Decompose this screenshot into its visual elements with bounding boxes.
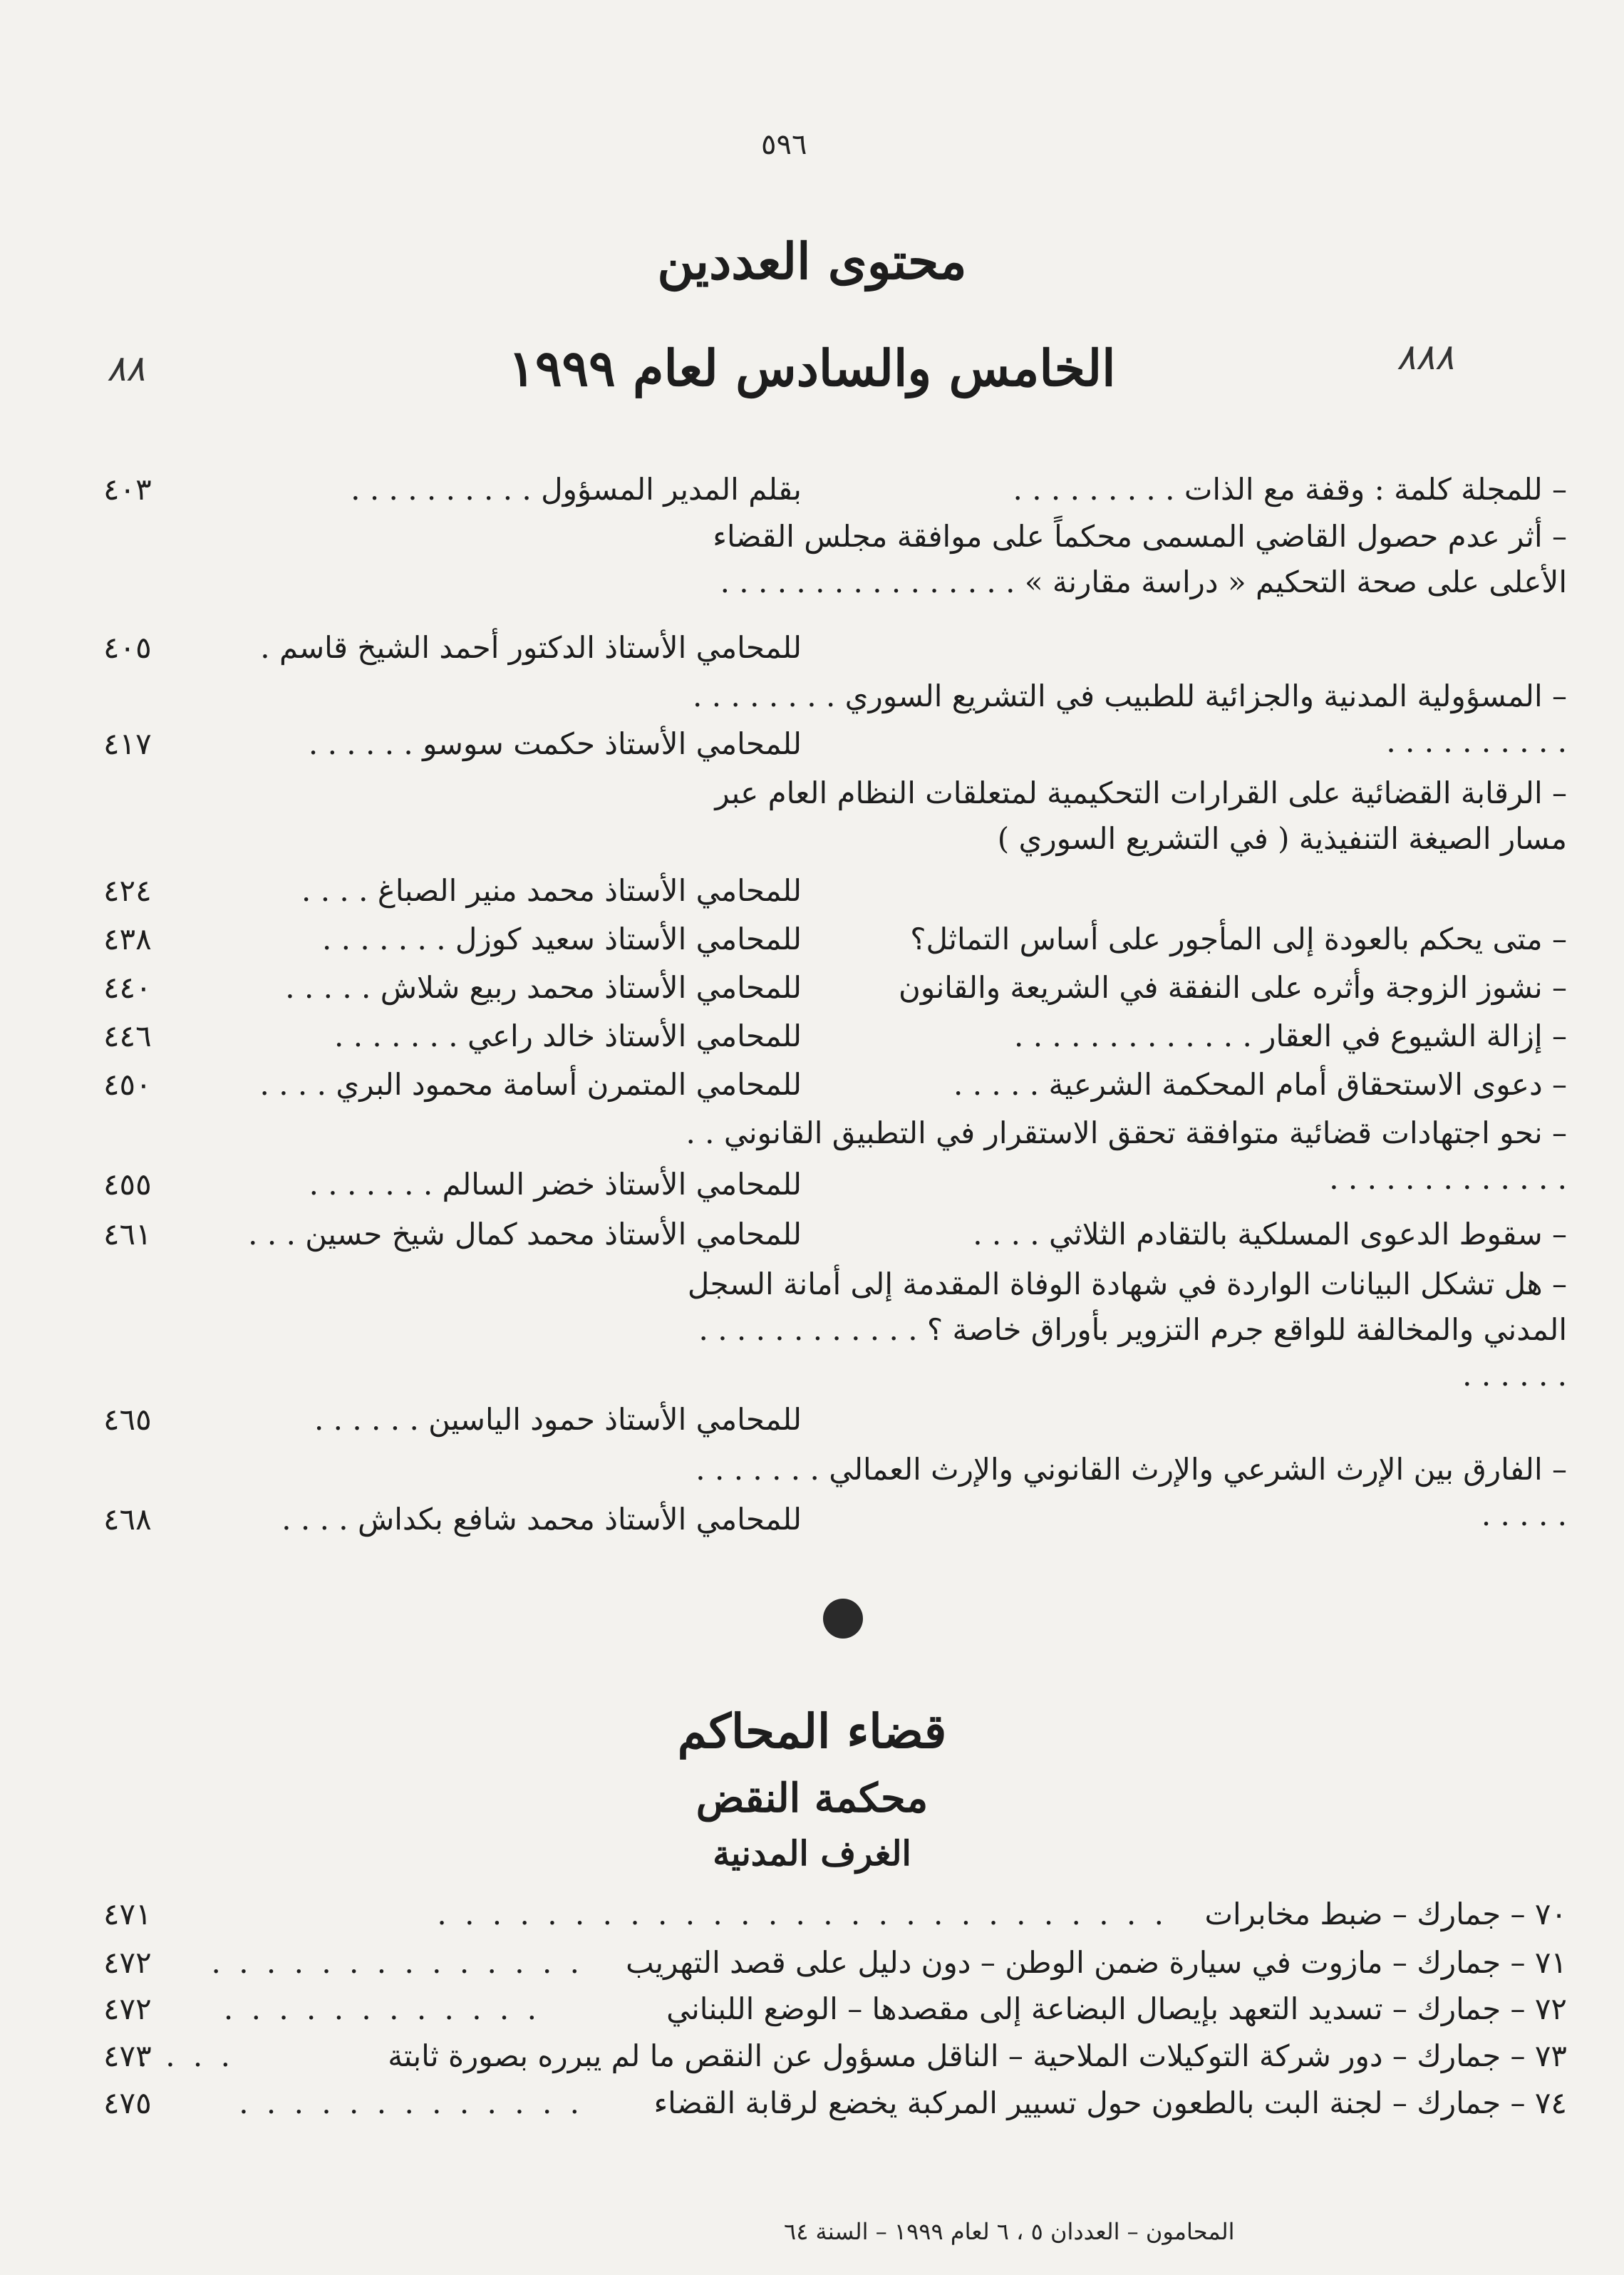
case-title: ٧٣ – جمارك – دور شركة التوكيلات الملاحية – الناقل مسؤول عن النقص ما لم يبرره بصورة ثابتة (388, 2038, 1567, 2073)
case-entry (103, 2035, 1567, 2078)
case-dots: . . . . . . . . . . . . (223, 1991, 541, 2026)
toc-author: للمحامي الأستاذ محمد منير الصباغ . . . . (301, 873, 802, 908)
toc-page-number: ٤٠٥ (103, 630, 152, 665)
toc-page-number: ٤٢٤ (103, 873, 152, 908)
contents-title: محتوى العددين (657, 232, 967, 291)
case-entry (103, 1893, 1567, 1936)
section-divider-dot (823, 1599, 863, 1639)
toc-page-number: ٤٤٠ (103, 970, 152, 1005)
case-page-number: ٤٧٣ (103, 2038, 152, 2073)
case-dots: . . . . . . . . . . . . . . (211, 1945, 584, 1980)
toc-author: للمحامي الأستاذ محمد ربيع شلاش . . . . . (285, 970, 802, 1005)
toc-article-title: – الفارق بين الإرث الشرعي والإرث القانوني والإرث العمالي . . . . . . . . . . . . (695, 1452, 1567, 1532)
toc-page-number: ٤٠٣ (103, 472, 152, 507)
toc-page-number: ٤٥٥ (103, 1167, 152, 1202)
toc-article-title: – نشوز الزوجة وأثره على النفقة في الشريعة والقانون (899, 970, 1567, 1005)
toc-article-title: – المسؤولية المدنية والجزائية للطبيب في التشريع السوري . . . . . . . . . . . . . . . . . . (693, 679, 1567, 759)
case-dots: . . . . . . . . . . . . . . . . . . . . . . . . . . . (437, 1897, 1168, 1931)
toc-article-title: – أثر عدم حصول القاضي المسمى محكماً على موافقة مجلس القضاء الأعلى على صحة التحكيم « دراسة مقارنة » . . . . . . . . . . . . . . . . (713, 519, 1567, 599)
case-title: ٧٢ – جمارك – تسديد التعهد بإيصال البضاعة إلى مقصدها – الوضع اللبناني (666, 1991, 1567, 2026)
case-dots: . . . . . . . . . . . . . (239, 2085, 584, 2120)
case-page-number: ٤٧٢ (103, 1991, 152, 2026)
toc-page-number: ٤٦١ (103, 1217, 152, 1252)
toc-page-number: ٤٦٨ (103, 1502, 152, 1537)
case-title: ٧٠ – جمارك – ضبط مخابرات (1204, 1897, 1567, 1931)
toc-page-number: ٤٣٨ (103, 922, 152, 956)
toc-author: للمحامي الأستاذ الدكتور أحمد الشيخ قاسم . (260, 630, 802, 665)
page-footer: المحامون – العددان ٥ ، ٦ لعام ١٩٩٩ – السنة ٦٤ (784, 2218, 1235, 2245)
handwritten-note-right: ٨٨٨ (1397, 336, 1454, 378)
handwritten-note-left: ٨٨ (107, 348, 145, 389)
page-number: ٥٩٦ (761, 128, 807, 161)
toc-author: للمحامي الأستاذ حكمت سوسو . . . . . . (308, 726, 802, 761)
case-page-number: ٤٧٥ (103, 2085, 152, 2120)
toc-author: للمحامي الأستاذ حمود الياسين . . . . . . (314, 1402, 802, 1437)
toc-article-title: – إزالة الشيوع في العقار . . . . . . . . . . . . . (1014, 1018, 1567, 1053)
toc-author: للمحامي الأستاذ خضر السالم . . . . . . . (309, 1167, 802, 1202)
toc-article-title: – الرقابة القضائية على القرارات التحكيمية لمتعلقات النظام العام عبر مسار الصيغة التنفيذية ( في التشريع السوري ) (715, 775, 1567, 856)
toc-article-title: – سقوط الدعوى المسلكية بالتقادم الثلاثي . . . . (973, 1217, 1567, 1252)
case-entry (103, 1988, 1567, 2031)
section-subsubtitle: الغرف المدنية (713, 1834, 911, 1874)
toc-author: للمحامي المتمرن أسامة محمود البري . . . . (259, 1067, 802, 1102)
section-title: قضاء المحاكم (677, 1703, 947, 1759)
case-entry (103, 2082, 1567, 2125)
toc-article-title: – متى يحكم بالعودة إلى المأجور على أساس التماثل؟ (910, 922, 1567, 956)
section-subtitle: محكمة النقض (695, 1775, 929, 1822)
toc-page-number: ٤٤٦ (103, 1018, 152, 1053)
toc-page-number: ٤٦٥ (103, 1402, 152, 1437)
case-entry (103, 1941, 1567, 1984)
toc-author: للمحامي الأستاذ محمد شافع بكداش . . . . (281, 1502, 802, 1537)
toc-article-title: – هل تشكل البيانات الواردة في شهادة الوفاة المقدمة إلى أمانة السجل المدني والمخالفة للواقع جرم التزوير بأوراق خاصة ؟ . . . . . . . . . . . . . . . . . . (687, 1267, 1567, 1393)
toc-article-title: – للمجلة كلمة : وقفة مع الذات . . . . . . . . . (1013, 472, 1567, 507)
case-page-number: ٤٧٢ (103, 1945, 152, 1980)
toc-author: للمحامي الأستاذ محمد كمال شيخ حسين . . . (248, 1217, 802, 1252)
case-title: ٧٤ – جمارك – لجنة البت بالطعون حول تسيير المركبة يخضع لرقابة القضاء (653, 2085, 1567, 2120)
toc-author: للمحامي الأستاذ سعيد كوزل . . . . . . . (321, 922, 802, 956)
toc-page-number: ٤٥٠ (103, 1067, 152, 1102)
toc-author: للمحامي الأستاذ خالد راعي . . . . . . . (334, 1018, 802, 1053)
toc-article-title: – دعوى الاستحقاق أمام المحكمة الشرعية . . . . . (953, 1067, 1567, 1102)
case-title: ٧١ – جمارك – مازوت في سيارة ضمن الوطن – دون دليل على قصد التهريب (626, 1945, 1567, 1980)
contents-subtitle: الخامس والسادس لعام ١٩٩٩ (508, 339, 1116, 398)
toc-page-number: ٤١٧ (103, 726, 152, 761)
case-page-number: ٤٧١ (103, 1897, 152, 1931)
toc-article-title: – نحو اجتهادات قضائية متوافقة تحقق الاستقرار في التطبيق القانوني . . . . . . . . . . . . . . . (686, 1115, 1567, 1196)
toc-author: بقلم المدير المسؤول . . . . . . . . . . (351, 472, 802, 507)
case-dots: . . . . (138, 2038, 234, 2073)
